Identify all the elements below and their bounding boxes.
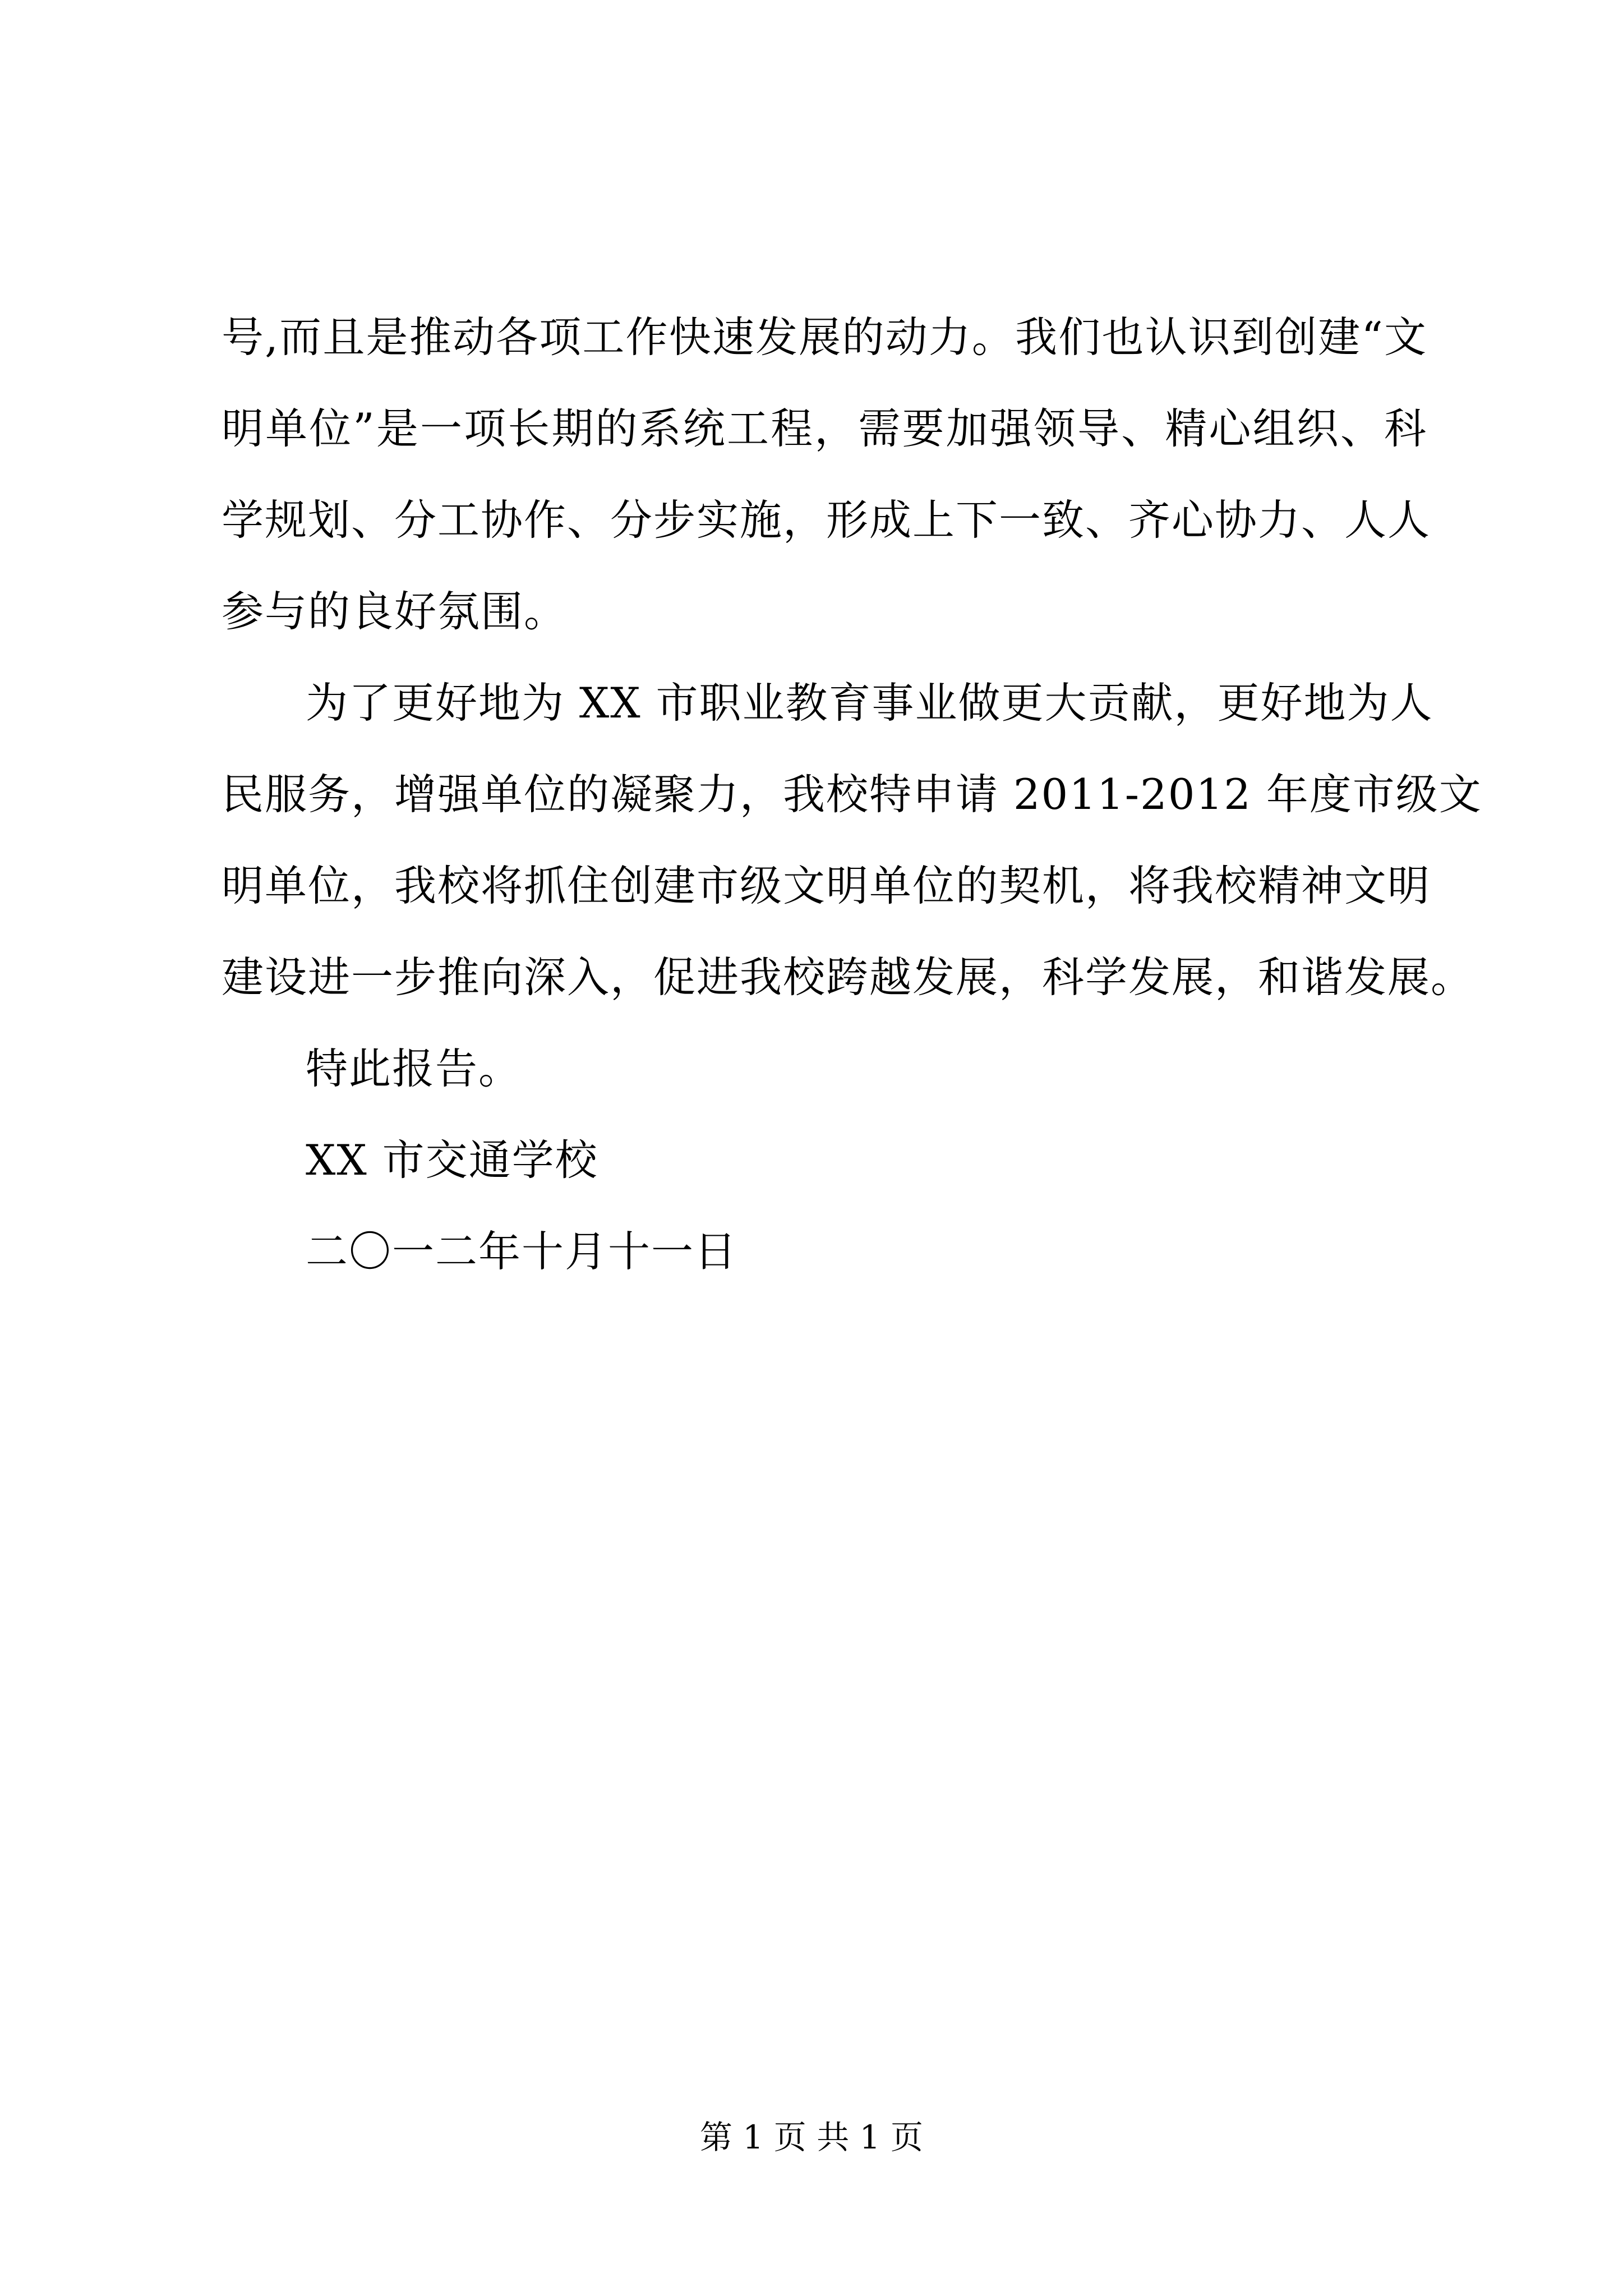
paragraph-application (222, 657, 1482, 1023)
signature-organization: XX 市交通学校 (306, 1135, 598, 1185)
paragraph-line: 参与的良好氛围。 (222, 587, 568, 636)
paragraph-line: 为了更好地为 XX 市职业教育事业做更大贡献，更好地为人 (306, 678, 1433, 728)
closing-remark: 特此报告。 (306, 1044, 522, 1093)
paragraph-line: 学规划、分工协作、分步实施，形成上下一致、齐心协力、人人 (222, 495, 1431, 545)
paragraph-line: 建设进一步推向深入，促进我校跨越发展，科学发展，和谐发展。 (222, 953, 1474, 1002)
paragraph-line: 民服务，增强单位的凝聚力，我校特申请 2011-2012 年度市级文 (222, 770, 1482, 819)
paragraph-line: 明单位”是一项长期的系统工程，需要加强领导、精心组织、科 (222, 404, 1427, 453)
page-indicator: 第 1 页 共 1 页 (700, 2118, 923, 2156)
page-footer (0, 2118, 1623, 2157)
signature-date: 二〇一二年十月十一日 (306, 1227, 738, 1276)
document-body (222, 292, 1482, 1297)
paragraph-line: 号,而且是推动各项工作快速发展的动力。我们也认识到创建“文 (222, 312, 1427, 362)
paragraph-line: 明单位，我校将抓住创建市级文明单位的契机，将我校精神文明 (222, 861, 1431, 910)
paragraph-continuation (222, 292, 1431, 657)
